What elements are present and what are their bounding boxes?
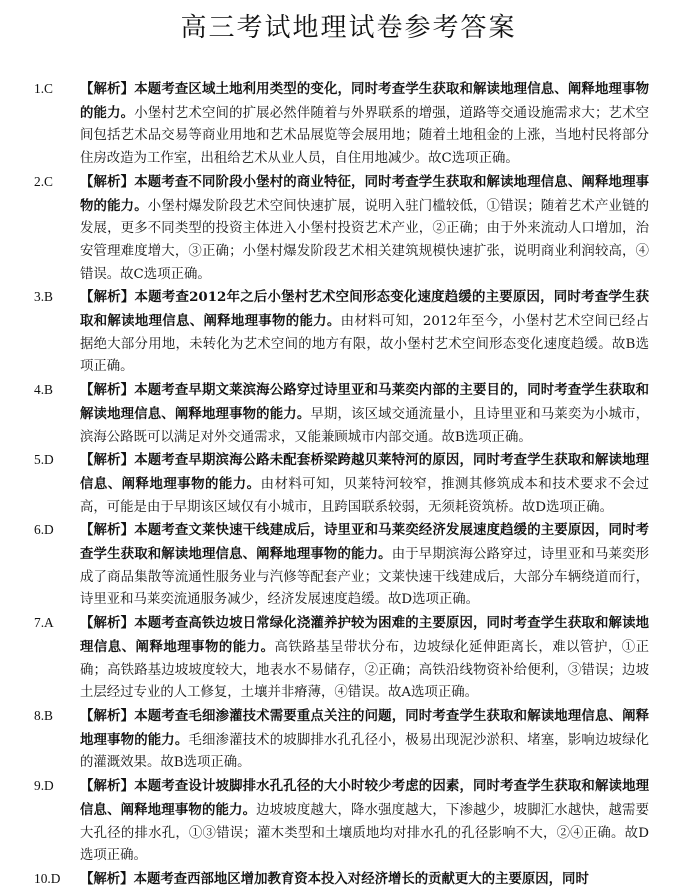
question-number: 3.B [34,289,53,305]
analysis-tag: 【解析】 [80,615,135,632]
analysis-tag: 【解析】 [80,522,135,539]
question-focus: 本题考查西部地区增加教育资本投入对经济增长的贡献更大的主要原因，同时 [133,870,589,887]
analysis-tag: 【解析】 [80,289,135,306]
answer-item-3 [34,286,650,379]
question-number: 5.D [34,452,54,468]
answer-item-2 [34,171,650,287]
answer-item-1 [34,78,650,171]
analysis-text: 高铁路基呈带状分布，边坡绿化延伸距离长，难以管护，①正确；高铁路基边坡坡度较大，地表水不易储存，②正确；高铁沿线物资补给便利，③错误；边坡土层经过专业的人工修复，土壤并非瘠薄，④错误。故A选项正确。 [80,639,650,701]
question-number: 10.D [34,870,61,886]
question-focus: 本题考查早期滨海公路未配套桥梁跨越贝莱特河的原因，同时考查学生获取和解读地理信息、阐释地理事物的能力。 [80,452,650,492]
analysis-text: 由材料可知，贝莱特河较窄，推测其修筑成本和技术要求不会过高，可能是由于早期该区域仅有小城市，且跨国联系较弱，无须耗资筑桥。故D选项正确。 [80,476,650,515]
page-title: 高三考试地理试卷参考答案 [180,13,517,43]
question-focus: 本题考查区域土地利用类型的变化，同时考查学生获取和解读地理信息、阐释地理事物的能力。 [80,81,650,121]
question-number: 6.D [34,522,54,538]
analysis-text: 毛细渗灌技术的坡脚排水孔孔径小，极易出现泥沙淤积、堵塞，影响边坡绿化的灌溉效果。故B选项正确。 [80,732,650,771]
question-number: 8.B [34,707,53,723]
answer-item-7 [34,612,650,705]
analysis-tag: 【解析】 [80,870,134,887]
analysis-tag: 【解析】 [80,173,135,190]
question-focus: 本题考查设计坡脚排水孔孔径的大小时较少考虑的因素，同时考查学生获取和解读地理信息、阐释地理事物的能力。 [80,778,650,818]
analysis-tag: 【解析】 [80,707,135,724]
question-focus: 本题考查高铁边坡日常绿化浇灌养护较为困难的主要原因，同时考查学生获取和解读地理信息、阐释地理事物的能力。 [80,615,650,655]
answer-item-10 [34,868,649,890]
question-number: 7.A [34,615,54,631]
question-number: 2.C [34,173,53,189]
question-focus: 本题考查毛细渗灌技术需要重点关注的问题，同时考查学生获取和解读地理信息、阐释地理事物的能力。 [80,707,650,748]
question-number: 9.D [34,778,54,794]
analysis-text: 由于早期滨海公路穿过，诗里亚和马莱奕形成了商品集散等流通性服务业与汽修等配套产业；文莱快速干线建成后，大部分车辆绕道而行，诗里亚和马莱奕流通服务减少，经济发展速度趋缓。故D选项正确。 [80,547,650,608]
question-focus: 本题考查不同阶段小堡村的商业特征，同时考查学生获取和解读地理信息、阐释地理事物的能力。 [80,173,650,214]
analysis-text: 小堡村爆发阶段艺术空间快速扩展，说明入驻门槛较低，①错误；随着艺术产业链的发展，更多不同类型的投资主体进入小堡村投资艺术产业，②正确；由于外来流动人口增加，治安管理难度增大，③正确；小堡村爆发阶段艺术相关建筑规模快速扩张，说明商业利润较高，④错误。故C选项正确。 [80,198,650,282]
question-focus: 本题考查2012年之后小堡村艺术空间形态变化速度趋缓的主要原因，同时考查学生获取和解读地理信息、阐释地理事物的能力。 [80,289,649,330]
answer-list [34,78,650,890]
analysis-tag: 【解析】 [80,382,135,399]
answer-item-9 [34,775,650,868]
question-number: 1.C [34,81,53,96]
analysis-text: 小堡村艺术空间的扩展必然伴随着与外界联系的增强，道路等交通设施需求大；艺术空间包括艺术品交易等商业用地和艺术品展览等会展用地；随着土地租金的上涨，当地村民将部分住房改造为工作室，出租给艺术从业人员，自住用地减少。故C选项正确。 [80,105,650,167]
question-number: 4.B [34,382,53,398]
question-focus: 本题考查早期文莱滨海公路穿过诗里亚和马莱奕内部的主要目的，同时考查学生获取和解读地理信息、阐释地理事物的能力。 [80,382,650,422]
question-focus: 本题考查文莱快速干线建成后，诗里亚和马莱奕经济发展速度趋缓的主要原因，同时考查学生获取和解读地理信息、阐释地理事物的能力。 [80,522,650,563]
analysis-tag: 【解析】 [80,452,135,469]
answer-item-4 [34,379,650,449]
analysis-text: 早期，该区域交通流量小，且诗里亚和马莱奕为小城市，滨海公路既可以满足对外交通需求，又能兼顾城市内部交通。故B选项正确。 [80,406,649,445]
analysis-text: 由材料可知，2012年至今，小堡村艺术空间已经占据绝大部分用地，未转化为艺术空间的地方有限，故小堡村艺术空间形态变化速度趋缓。故B选项正确。 [80,314,650,375]
answer-item-6 [34,519,650,612]
answer-item-8 [34,705,650,775]
answer-item-5 [34,449,650,519]
analysis-tag: 【解析】 [80,81,135,97]
analysis-tag: 【解析】 [80,778,135,795]
analysis-text: 边坡坡度越大，降水强度越大，下渗越少，坡脚汇水越快，越需要大孔径的排水孔，①③错误；灌木类型和土壤质地均对排水孔的孔径影响不大，②④正确。故D选项正确。 [80,802,650,864]
